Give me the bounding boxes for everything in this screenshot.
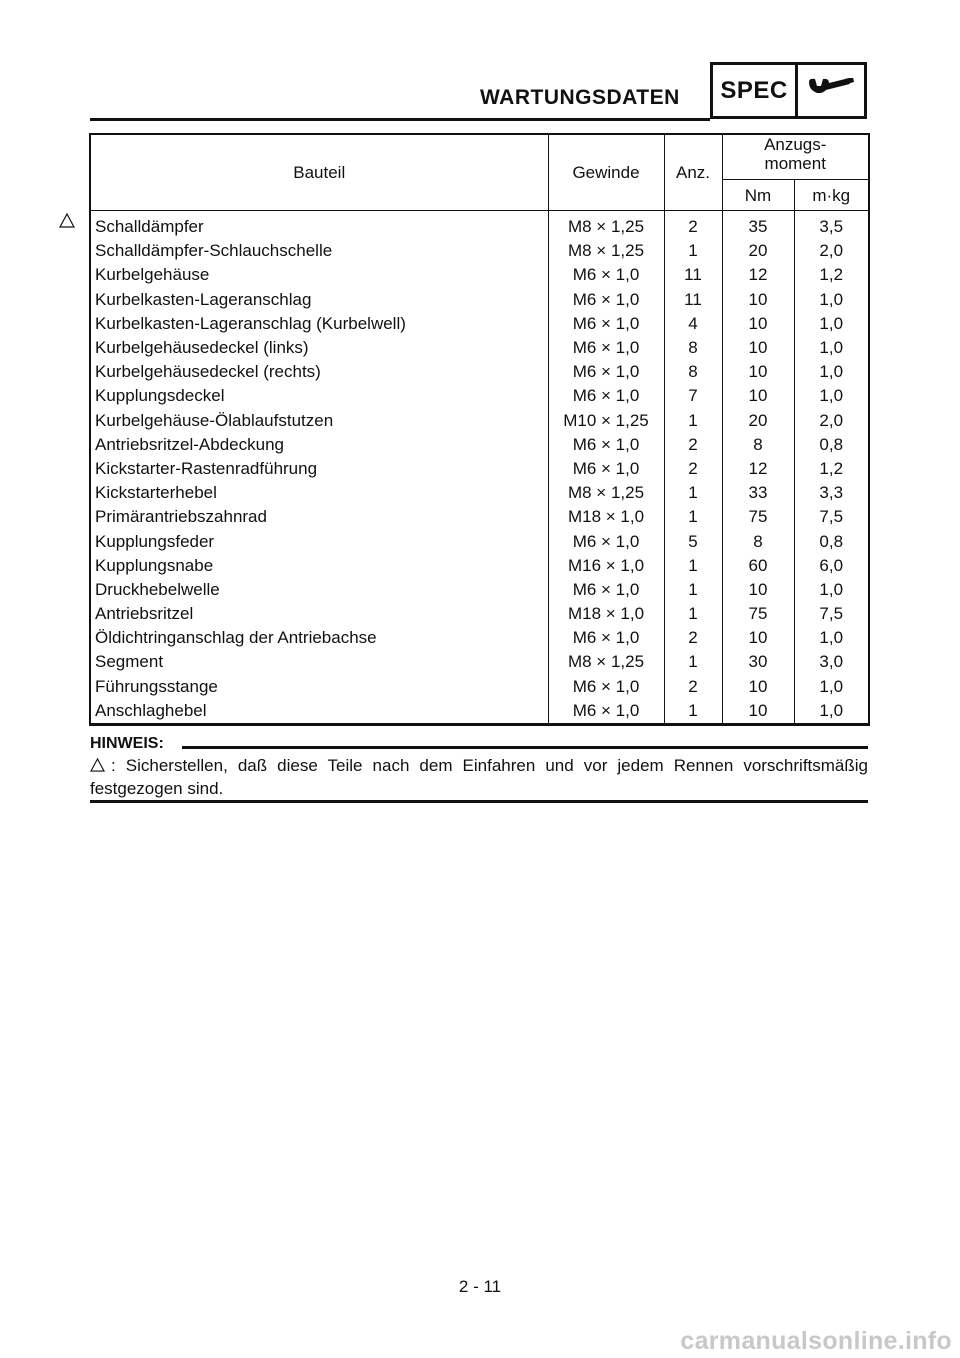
- qty-cell: 1: [664, 554, 722, 578]
- part-cell: Antriebsritzel: [90, 602, 548, 626]
- qty-cell: 11: [664, 288, 722, 312]
- triangle-icon: [59, 213, 75, 228]
- table-row: [90, 263, 869, 287]
- nm-cell: 8: [722, 433, 794, 457]
- table-row: [90, 675, 869, 699]
- part-cell: Kupplungsfeder: [90, 529, 548, 553]
- nm-cell: 12: [722, 457, 794, 481]
- nm-cell: 10: [722, 384, 794, 408]
- part-cell: Kurbelkasten-Lageranschlag (Kurbelwell): [90, 312, 548, 336]
- part-cell: Kurbelgehäusedeckel (rechts): [90, 360, 548, 384]
- table-row: [90, 360, 869, 384]
- header-bauteil: Bauteil: [90, 134, 548, 211]
- qty-cell: 2: [664, 211, 722, 240]
- table-row: [90, 211, 869, 240]
- thread-cell: M18 × 1,0: [548, 602, 664, 626]
- thread-cell: M16 × 1,0: [548, 554, 664, 578]
- qty-cell: 1: [664, 699, 722, 725]
- nm-cell: 10: [722, 288, 794, 312]
- nm-cell: 12: [722, 263, 794, 287]
- table-row: [90, 239, 869, 263]
- nm-cell: 10: [722, 312, 794, 336]
- part-cell: Kurbelkasten-Lageranschlag: [90, 288, 548, 312]
- nm-cell: 75: [722, 505, 794, 529]
- mkg-cell: 3,3: [819, 483, 844, 503]
- part-cell: Segment: [90, 650, 548, 674]
- mkg-cell: 1,2: [819, 265, 844, 285]
- nm-cell: 10: [722, 360, 794, 384]
- thread-cell: M6 × 1,0: [548, 288, 664, 312]
- part-cell: Druckhebelwelle: [90, 578, 548, 602]
- header-rule: [90, 118, 710, 121]
- thread-cell: M18 × 1,0: [548, 505, 664, 529]
- mkg-cell: 2,0: [819, 241, 844, 261]
- header-nm: Nm: [722, 180, 794, 211]
- mkg-cell: 2,0: [819, 410, 844, 430]
- mkg-cell: 1,0: [819, 579, 844, 599]
- qty-cell: 1: [664, 602, 722, 626]
- note-text: [90, 754, 868, 800]
- watermark: carmanualsonline.info: [680, 1327, 952, 1355]
- note-label: HINWEIS:: [90, 735, 164, 752]
- qty-cell: 4: [664, 312, 722, 336]
- header-anzugsmoment-line2: moment: [764, 154, 826, 173]
- thread-cell: M6 × 1,0: [548, 360, 664, 384]
- table-row: [90, 336, 869, 360]
- mkg-cell: 1,0: [819, 289, 844, 309]
- page-title: WARTUNGSDATEN: [480, 86, 680, 109]
- mkg-cell: 1,0: [819, 313, 844, 333]
- mkg-cell: 7,5: [819, 507, 844, 527]
- table-row: [90, 529, 869, 553]
- qty-cell: 7: [664, 384, 722, 408]
- mkg-cell: 1,0: [819, 628, 844, 648]
- qty-cell: 1: [664, 578, 722, 602]
- nm-cell: 33: [722, 481, 794, 505]
- qty-cell: 2: [664, 433, 722, 457]
- note-rule-bottom: [90, 800, 868, 803]
- thread-cell: M6 × 1,0: [548, 457, 664, 481]
- part-cell: Kickstarter-Rastenradführung: [90, 457, 548, 481]
- mkg-cell: 7,5: [819, 604, 844, 624]
- qty-cell: 5: [664, 529, 722, 553]
- thread-cell: M6 × 1,0: [548, 433, 664, 457]
- qty-cell: 1: [664, 650, 722, 674]
- nm-cell: 10: [722, 626, 794, 650]
- part-cell: Primärantriebszahnrad: [90, 505, 548, 529]
- nm-cell: 8: [722, 529, 794, 553]
- thread-cell: M8 × 1,25: [548, 650, 664, 674]
- table-row: [90, 602, 869, 626]
- spec-box: [710, 62, 867, 119]
- mkg-cell: 1,2: [819, 458, 844, 478]
- part-cell: Führungsstange: [90, 675, 548, 699]
- nm-cell: 10: [722, 699, 794, 725]
- table-row: [90, 626, 869, 650]
- nm-cell: 30: [722, 650, 794, 674]
- qty-cell: 2: [664, 457, 722, 481]
- table-row: [90, 699, 869, 725]
- part-cell: Kickstarterhebel: [90, 481, 548, 505]
- header-gewinde: Gewinde: [548, 134, 664, 211]
- triangle-icon: [90, 758, 105, 772]
- mkg-cell: 1,0: [819, 700, 844, 720]
- nm-cell: 20: [722, 239, 794, 263]
- part-cell: Kurbelgehäuse: [90, 263, 548, 287]
- note-rule-top: [182, 746, 868, 749]
- qty-cell: 1: [664, 239, 722, 263]
- thread-cell: M10 × 1,25: [548, 409, 664, 433]
- part-cell: Kupplungsdeckel: [90, 384, 548, 408]
- qty-cell: 1: [664, 409, 722, 433]
- thread-cell: M6 × 1,0: [548, 626, 664, 650]
- thread-cell: M6 × 1,0: [548, 336, 664, 360]
- part-cell: Antriebsritzel-Abdeckung: [90, 433, 548, 457]
- table-row: [90, 384, 869, 408]
- nm-cell: 20: [722, 409, 794, 433]
- table-row: [90, 554, 869, 578]
- nm-cell: 10: [722, 336, 794, 360]
- thread-cell: M6 × 1,0: [548, 263, 664, 287]
- nm-cell: 60: [722, 554, 794, 578]
- mkg-cell: 1,0: [819, 362, 844, 382]
- mkg-cell: 1,0: [819, 386, 844, 406]
- table-row: [90, 288, 869, 312]
- table-row: [90, 312, 869, 336]
- part-cell: Kurbelgehäusedeckel (links): [90, 336, 548, 360]
- part-cell: Kurbelgehäuse-Ölablaufstutzen: [90, 409, 548, 433]
- thread-cell: M8 × 1,25: [548, 481, 664, 505]
- part-cell: Schalldämpfer-Schlauchschelle: [90, 239, 548, 263]
- mkg-cell: 3,5: [819, 217, 844, 237]
- mkg-cell: 6,0: [819, 555, 844, 575]
- page-number: 2 - 11: [458, 1277, 502, 1296]
- mkg-cell: 1,0: [819, 676, 844, 696]
- mkg-cell: 0,8: [819, 434, 844, 454]
- qty-cell: 1: [664, 481, 722, 505]
- header-anzugsmoment: [722, 134, 869, 180]
- mkg-cell: 1,0: [819, 338, 844, 358]
- note-body: : Sicherstellen, daß diese Teile nach dem Einfahren und vor jedem Rennen vorschriftsmäßig festgezogen sind.: [90, 756, 868, 798]
- table-row: [90, 433, 869, 457]
- nm-cell: 10: [722, 675, 794, 699]
- qty-cell: 2: [664, 675, 722, 699]
- table-row: [90, 650, 869, 674]
- part-cell: Anschlaghebel: [90, 699, 548, 725]
- qty-cell: 1: [664, 505, 722, 529]
- table-row: [90, 409, 869, 433]
- mkg-cell: 3,0: [819, 652, 844, 672]
- table-row: [90, 481, 869, 505]
- header-mkg: m·kg: [794, 180, 869, 211]
- mkg-cell: 0,8: [819, 531, 844, 551]
- nm-cell: 35: [722, 211, 794, 240]
- table-row: [90, 457, 869, 481]
- thread-cell: M6 × 1,0: [548, 312, 664, 336]
- table-row: [90, 578, 869, 602]
- nm-cell: 75: [722, 602, 794, 626]
- spec-label: SPEC: [713, 65, 798, 116]
- nm-cell: 10: [722, 578, 794, 602]
- thread-cell: M8 × 1,25: [548, 239, 664, 263]
- thread-cell: M6 × 1,0: [548, 699, 664, 725]
- qty-cell: 11: [664, 263, 722, 287]
- qty-cell: 8: [664, 336, 722, 360]
- qty-cell: 2: [664, 626, 722, 650]
- header-anzugsmoment-line1: Anzugs-: [764, 135, 827, 154]
- thread-cell: M6 × 1,0: [548, 384, 664, 408]
- wrench-icon: [798, 65, 864, 116]
- thread-cell: M8 × 1,25: [548, 211, 664, 240]
- part-cell: Öldichtringanschlag der Antriebachse: [90, 626, 548, 650]
- part-cell: Schalldämpfer: [90, 211, 548, 240]
- qty-cell: 8: [664, 360, 722, 384]
- torque-spec-table: [89, 133, 870, 726]
- table-row: [90, 505, 869, 529]
- thread-cell: M6 × 1,0: [548, 578, 664, 602]
- header-anz: Anz.: [664, 134, 722, 211]
- thread-cell: M6 × 1,0: [548, 529, 664, 553]
- thread-cell: M6 × 1,0: [548, 675, 664, 699]
- part-cell: Kupplungsnabe: [90, 554, 548, 578]
